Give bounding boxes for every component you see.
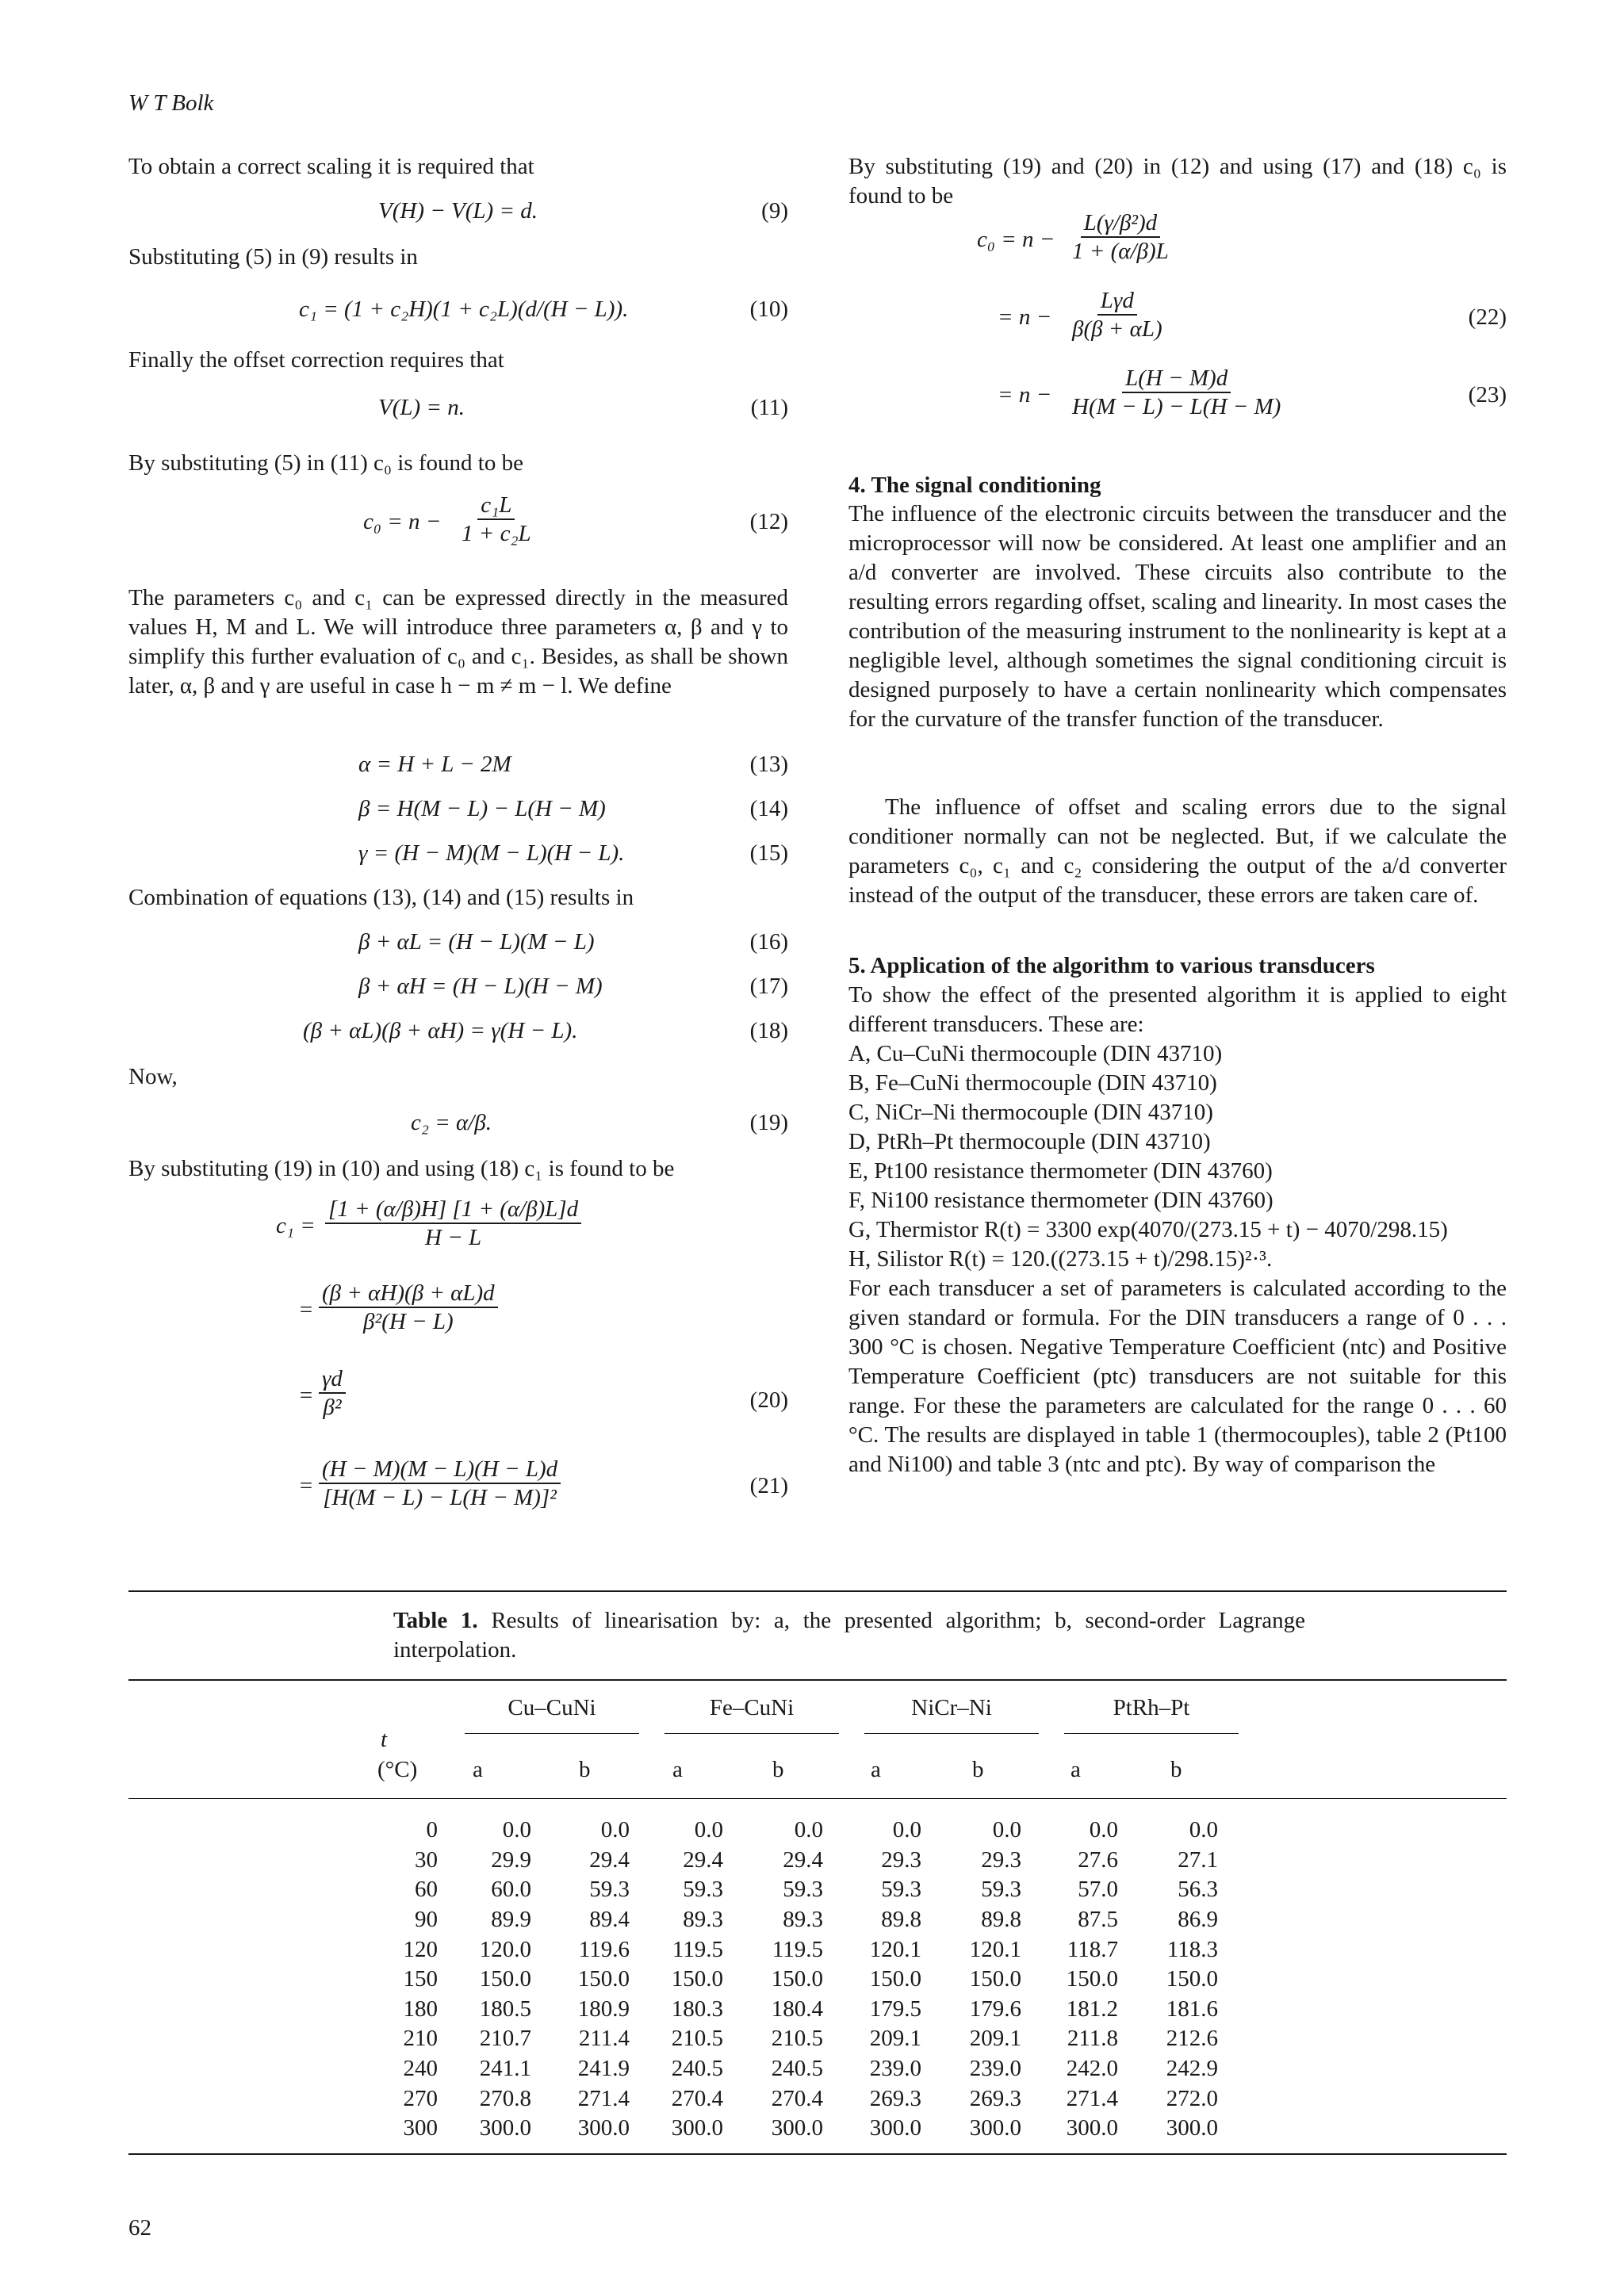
table-cell: 119.5: [672, 1936, 723, 1962]
equation-22-fraction: [1069, 287, 1166, 342]
table-cell: 209.1: [969, 2026, 1021, 2052]
table-cell: 59.3: [981, 1877, 1021, 1903]
equation-20b: [128, 1280, 788, 1340]
equation-20c-numerator: γd: [319, 1365, 346, 1394]
table-cell: 29.3: [981, 1846, 1021, 1873]
equation-11-text: V(L) = n.: [378, 395, 465, 420]
table-cell: 209.1: [869, 2026, 921, 2052]
table-cell: 0.0: [1089, 1817, 1118, 1843]
table-cell: 210.7: [479, 2026, 531, 2052]
table-group-rule: [864, 1733, 1039, 1734]
table-cell-t: 270: [403, 2085, 438, 2111]
table-cell: 300.0: [577, 2115, 630, 2141]
table-cell: 269.3: [869, 2085, 921, 2111]
table-cell: 0.0: [1189, 1817, 1218, 1843]
table-row: [377, 1905, 1218, 1935]
paragraph-combination: Combination of equations (13), (14) and (15) results in: [128, 885, 634, 910]
table-group-rule: [1064, 1733, 1239, 1734]
table-cell: 211.4: [578, 2026, 630, 2052]
table-cell: 89.4: [589, 1907, 630, 1933]
table-cell: 239.0: [869, 2056, 921, 2082]
page-number: 62: [128, 2215, 151, 2241]
equation-20a-fraction: [325, 1196, 581, 1251]
table-cell-t: 120: [403, 1936, 438, 1962]
table-cell: 240.5: [771, 2056, 823, 2082]
equation-22a: [848, 209, 1507, 270]
table-cell: 150.0: [771, 1966, 823, 1992]
equation-15-number: (15): [749, 840, 788, 866]
equation-22-numerator: Lγd: [1097, 287, 1137, 316]
equation-12-lhs: c₀ = n −: [363, 509, 442, 534]
table-cell: 270.4: [671, 2085, 723, 2111]
table-cell: 210.5: [671, 2026, 723, 2052]
table-cell-t: 0: [426, 1817, 438, 1843]
table-header-rule: [128, 1679, 1507, 1681]
equation-22a-denominator: 1 + (α/β)L: [1072, 239, 1169, 264]
table-cell: 0.0: [694, 1817, 723, 1843]
paragraph-now: Now,: [128, 1064, 178, 1089]
table-cell-t: 90: [415, 1907, 438, 1933]
table-cell: 242.9: [1166, 2056, 1218, 2082]
table-cell: 181.2: [1066, 1996, 1118, 2022]
equation-20b-fraction: [319, 1280, 498, 1335]
equation-21-equals: =: [298, 1473, 314, 1498]
equation-21-number: (21): [749, 1473, 788, 1498]
table-cell: 60.0: [491, 1877, 531, 1903]
table-cell-t: 210: [403, 2026, 438, 2052]
equation-17: [128, 972, 788, 1004]
equation-12-denominator: 1 + c₂L: [462, 521, 531, 546]
equation-10-text: c₁ = (1 + c₂H)(1 + c₂L)(d/(H − L)).: [299, 297, 629, 322]
table-group-rule: [665, 1733, 839, 1734]
table-cell: 0.0: [502, 1817, 531, 1843]
table-caption-label: Table 1.: [393, 1608, 478, 1633]
table-subheader-b: b: [1170, 1757, 1182, 1782]
table-cell: 89.9: [491, 1907, 531, 1933]
equation-17-number: (17): [749, 974, 788, 999]
equation-12-number: (12): [749, 509, 788, 534]
table-cell: 300.0: [479, 2115, 531, 2141]
table-cell: 271.4: [1066, 2085, 1118, 2111]
table-subheader-a: a: [473, 1757, 483, 1782]
table-t-label: t: [381, 1727, 388, 1752]
equation-10-number: (10): [749, 297, 788, 322]
equation-23-fraction: [1069, 365, 1284, 420]
equation-18-text: (β + αL)(β + αH) = γ(H − L).: [303, 1018, 578, 1043]
table-group-header: PtRh–Pt: [1113, 1695, 1190, 1720]
equation-20b-denominator: β²(H − L): [363, 1309, 454, 1334]
list-item: A, Cu–CuNi thermocouple (DIN 43710): [848, 1041, 1223, 1066]
list-item: D, PtRh–Pt thermocouple (DIN 43710): [848, 1129, 1211, 1154]
equation-21: [128, 1456, 788, 1516]
table-cell: 0.0: [992, 1817, 1021, 1843]
table-cell: 271.4: [577, 2085, 630, 2111]
equation-15-text: γ = (H − M)(M − L)(H − L).: [358, 840, 625, 866]
table-cell: 89.8: [881, 1907, 921, 1933]
table-cell: 27.6: [1078, 1846, 1118, 1873]
equation-12-numerator: c₁L: [477, 492, 515, 520]
equation-13-number: (13): [749, 752, 788, 777]
list-item: F, Ni100 resistance thermometer (DIN 43760): [848, 1188, 1274, 1213]
table-subheader-a: a: [672, 1757, 683, 1782]
table-caption: [393, 1606, 1305, 1665]
equation-20-number: (20): [749, 1387, 788, 1413]
equation-13: [128, 750, 788, 782]
results-table: [377, 1816, 1218, 2144]
table-cell: 29.4: [589, 1846, 630, 1873]
equation-20c-fraction: [319, 1365, 346, 1421]
paragraph-subst11: By substituting (5) in (11) c₀ is found to be: [128, 450, 523, 476]
equation-19-number: (19): [749, 1110, 788, 1135]
running-title: W T Bolk: [128, 90, 214, 116]
equation-12: [128, 492, 788, 552]
equation-21-numerator: (H − M)(M − L)(H − L)d: [319, 1456, 561, 1484]
table-cell: 211.8: [1067, 2026, 1118, 2052]
table-cell: 29.4: [783, 1846, 823, 1873]
equation-9-number: (9): [761, 198, 788, 224]
equation-16-text: β + αL = (H − L)(M − L): [358, 929, 595, 955]
table-cell: 180.5: [479, 1996, 531, 2022]
table-cell: 300.0: [869, 2115, 921, 2141]
table-cell: 119.6: [578, 1936, 630, 1962]
transducer-list: [848, 1039, 1507, 1274]
list-item: H, Silistor R(t) = 120.((273.15 + t)/298.15)²·³.: [848, 1246, 1273, 1272]
table-cell-t: 180: [403, 1996, 438, 2022]
list-item: B, Fe–CuNi thermocouple (DIN 43710): [848, 1070, 1217, 1096]
equation-9: [128, 197, 788, 228]
section-5-intro: To show the effect of the presented algorithm it is applied to eight different transducers. These are:: [848, 982, 1507, 1037]
table-cell: 212.6: [1166, 2026, 1218, 2052]
equation-22-lhs: = n −: [998, 304, 1052, 330]
table-subheader-b: b: [579, 1757, 591, 1782]
table-cell: 59.3: [881, 1877, 921, 1903]
table-cell: 150.0: [577, 1966, 630, 1992]
table-cell: 0.0: [794, 1817, 823, 1843]
table-cell: 118.3: [1166, 1936, 1218, 1962]
table-cell-t: 240: [403, 2056, 438, 2082]
table-cell: 150.0: [1166, 1966, 1218, 1992]
table-cell: 241.1: [479, 2056, 531, 2082]
paragraph-scaling: To obtain a correct scaling it is required that: [128, 154, 534, 179]
equation-20c-equals: =: [298, 1383, 314, 1408]
table-cell-t: 300: [403, 2115, 438, 2141]
equation-21-fraction: [319, 1456, 561, 1511]
equation-22-number: (22): [1468, 304, 1507, 330]
table-group-header: Fe–CuNi: [709, 1695, 795, 1720]
equation-9-text: V(H) − V(L) = d.: [378, 198, 538, 224]
table-cell: 150.0: [969, 1966, 1021, 1992]
table-row: [377, 1846, 1218, 1876]
equation-11-number: (11): [750, 395, 788, 420]
table-cell: 27.1: [1178, 1846, 1218, 1873]
table-cell: 56.3: [1178, 1877, 1218, 1903]
table-cell: 300.0: [771, 2115, 823, 2141]
table-cell: 57.0: [1078, 1877, 1118, 1903]
table-subheader-b: b: [772, 1757, 784, 1782]
table-cell: 119.5: [772, 1936, 823, 1962]
paragraph-offset: Finally the offset correction requires that: [128, 347, 504, 373]
table-cell: 86.9: [1178, 1907, 1218, 1933]
section-4-paragraph-1: The influence of the electronic circuits between the transducer and the microprocessor will now be considered. At least one amplifier and an a/d converter are involved. These circuits also contribute to the resulting errors regarding offset, scaling and linearity. In most cases the contribution of the measuring instrument to the nonlinearity is kept at a negligible level, although sometimes the signal conditioning circuit is designed purposely to have a certain nonlinearity which compensates for the curvature of the transfer function of the transducer.: [848, 501, 1507, 732]
table-cell: 118.7: [1067, 1936, 1118, 1962]
table-row: [377, 1816, 1218, 1846]
table-body-rule: [128, 1798, 1507, 1799]
section-4-paragraph-2: The influence of offset and scaling errors due to the signal conditioner normally can not be neglected. But, if we calculate the parameters c₀, c₁ and c₂ considering the output of the a/d converter instead of the output of the transducer, these errors are taken care of.: [848, 794, 1507, 908]
equation-20c: [128, 1365, 788, 1425]
equation-20a-denominator: H − L: [425, 1225, 482, 1250]
table-row: [377, 1995, 1218, 2025]
table-subheader-b: b: [972, 1757, 984, 1782]
table-cell: 270.4: [771, 2085, 823, 2111]
equation-16: [128, 928, 788, 959]
equation-20b-numerator: (β + αH)(β + αL)d: [319, 1280, 498, 1308]
table-cell: 150.0: [869, 1966, 921, 1992]
table-cell: 300.0: [1066, 2115, 1118, 2141]
paragraph-subst1920: By substituting (19) and (20) in (12) and using (17) and (18) c₀ is found to be: [848, 154, 1507, 209]
table-cell-t: 150: [403, 1966, 438, 1992]
equation-11: [128, 393, 788, 425]
table-row: [377, 2114, 1218, 2144]
equation-20b-equals: =: [298, 1297, 314, 1322]
table-cell: 89.8: [981, 1907, 1021, 1933]
table-subheader-a: a: [1071, 1757, 1081, 1782]
equation-14-text: β = H(M − L) − L(H − M): [358, 796, 606, 821]
table-cell: 29.4: [683, 1846, 723, 1873]
table-cell: 59.3: [783, 1877, 823, 1903]
table-unit-label: (°C): [377, 1757, 418, 1782]
table-cell: 180.9: [577, 1996, 630, 2022]
table-group-rule: [465, 1733, 639, 1734]
equation-19: [128, 1108, 788, 1140]
table-cell: 0.0: [892, 1817, 921, 1843]
equation-18: [128, 1016, 788, 1048]
table-cell: 272.0: [1166, 2085, 1218, 2111]
list-item: C, NiCr–Ni thermocouple (DIN 43710): [848, 1100, 1213, 1125]
table-cell: 242.0: [1066, 2056, 1118, 2082]
equation-15: [128, 839, 788, 871]
table-cell: 180.4: [771, 1996, 823, 2022]
equation-23-number: (23): [1468, 382, 1507, 408]
table-cell-t: 30: [415, 1846, 438, 1873]
equation-12-fraction: [458, 492, 534, 547]
equation-21-denominator: [H(M − L) − L(H − M)]²: [323, 1485, 557, 1510]
equation-20a: [128, 1196, 788, 1256]
equation-17-text: β + αH = (H − L)(H − M): [358, 974, 603, 999]
equation-14-number: (14): [749, 796, 788, 821]
table-cell: 29.3: [881, 1846, 921, 1873]
equation-23-denominator: H(M − L) − L(H − M): [1072, 394, 1281, 419]
table-cell: 29.9: [491, 1846, 531, 1873]
table-cell: 59.3: [589, 1877, 630, 1903]
table-row: [377, 1875, 1218, 1905]
table-cell: 89.3: [683, 1907, 723, 1933]
table-cell: 150.0: [479, 1966, 531, 1992]
table-cell: 180.3: [671, 1996, 723, 2022]
equation-14: [128, 794, 788, 826]
table-cell: 89.3: [783, 1907, 823, 1933]
table-cell: 241.9: [577, 2056, 630, 2082]
table-cell: 269.3: [969, 2085, 1021, 2111]
table-subheader-a: a: [871, 1757, 881, 1782]
equation-22a-lhs: c₀ = n −: [977, 227, 1055, 252]
equation-10: [128, 295, 788, 327]
table-cell: 240.5: [671, 2056, 723, 2082]
table-cell: 181.6: [1166, 1996, 1218, 2022]
equation-19-text: c₂ = α/β.: [411, 1110, 492, 1135]
table-cell: 0.0: [600, 1817, 630, 1843]
equation-13-text: α = H + L − 2M: [358, 752, 511, 777]
table-cell: 179.6: [969, 1996, 1021, 2022]
table-row: [377, 1965, 1218, 1995]
equation-16-number: (16): [749, 929, 788, 955]
equation-18-number: (18): [749, 1018, 788, 1043]
section-5-heading: 5. Application of the algorithm to various transducers: [848, 953, 1375, 978]
table-cell: 179.5: [869, 1996, 921, 2022]
table-cell: 300.0: [969, 2115, 1021, 2141]
table-row: [377, 2054, 1218, 2084]
table-cell: 300.0: [671, 2115, 723, 2141]
paragraph-subst19: By substituting (19) in (10) and using (18) c₁ is found to be: [128, 1156, 675, 1181]
table-bottom-rule: [128, 2153, 1507, 2155]
equation-20c-denominator: β²: [323, 1395, 342, 1420]
table-group-header: Cu–CuNi: [508, 1695, 596, 1720]
table-cell: 210.5: [771, 2026, 823, 2052]
table-cell: 120.0: [479, 1936, 531, 1962]
table-cell-t: 60: [415, 1877, 438, 1903]
table-caption-text: Results of linearisation by: a, the presented algorithm; b, second-order Lagrange interpolation.: [393, 1608, 1306, 1663]
paragraph-parameters: The parameters c₀ and c₁ can be expressed directly in the measured values H, M and L. We will introduce three parameters α, β and γ to simplify this further evaluation of c₀ and c₁. Besides, as shall be shown later, α, β and γ are useful in case h − m ≠ m − l. We define: [128, 585, 788, 698]
table-cell: 87.5: [1078, 1907, 1118, 1933]
table-cell: 270.8: [479, 2085, 531, 2111]
equation-20a-numerator: [1 + (α/β)H] [1 + (α/β)L]d: [325, 1196, 581, 1224]
table-row: [377, 1934, 1218, 1965]
paragraph-subst9: Substituting (5) in (9) results in: [128, 244, 418, 270]
table-top-rule: [128, 1590, 1507, 1592]
equation-22a-fraction: [1069, 209, 1172, 265]
table-cell: 59.3: [683, 1877, 723, 1903]
table-cell: 300.0: [1166, 2115, 1218, 2141]
section-4-heading: 4. The signal conditioning: [848, 473, 1101, 498]
table-cell: 150.0: [1066, 1966, 1118, 1992]
table-row: [377, 2024, 1218, 2054]
table-cell: 150.0: [671, 1966, 723, 1992]
table-group-header: NiCr–Ni: [911, 1695, 992, 1720]
table-row: [377, 2084, 1218, 2114]
section-5-paragraph: For each transducer a set of parameters is calculated according to the given standard or formula. For the DIN transducers a range of 0 . . . 300 °C is chosen. Negative Temperature Coefficient (ntc) and Positive Temperature Coefficient (ptc) transducers are not suitable for this range. For these the parameters are calculated for the range 0 . . . 60 °C. The results are displayed in table 1 (thermocouples), table 2 (Pt100 and Ni100) and table 3 (ntc and ptc). By way of comparison the: [848, 1276, 1507, 1477]
equation-23-numerator: L(H − M)d: [1122, 365, 1231, 393]
equation-23: [848, 365, 1507, 425]
equation-22: [848, 287, 1507, 347]
table-cell: 120.1: [969, 1936, 1021, 1962]
equation-23-lhs: = n −: [998, 382, 1052, 408]
list-item: G, Thermistor R(t) = 3300 exp(4070/(273.15 + t) − 4070/298.15): [848, 1217, 1448, 1242]
table-cell: 239.0: [969, 2056, 1021, 2082]
equation-22-denominator: β(β + αL): [1072, 316, 1162, 342]
equation-20a-lhs: c₁ =: [276, 1213, 316, 1238]
table-cell: 120.1: [869, 1936, 921, 1962]
list-item: E, Pt100 resistance thermometer (DIN 43760): [848, 1158, 1273, 1184]
equation-22a-numerator: L(γ/β²)d: [1081, 209, 1161, 238]
